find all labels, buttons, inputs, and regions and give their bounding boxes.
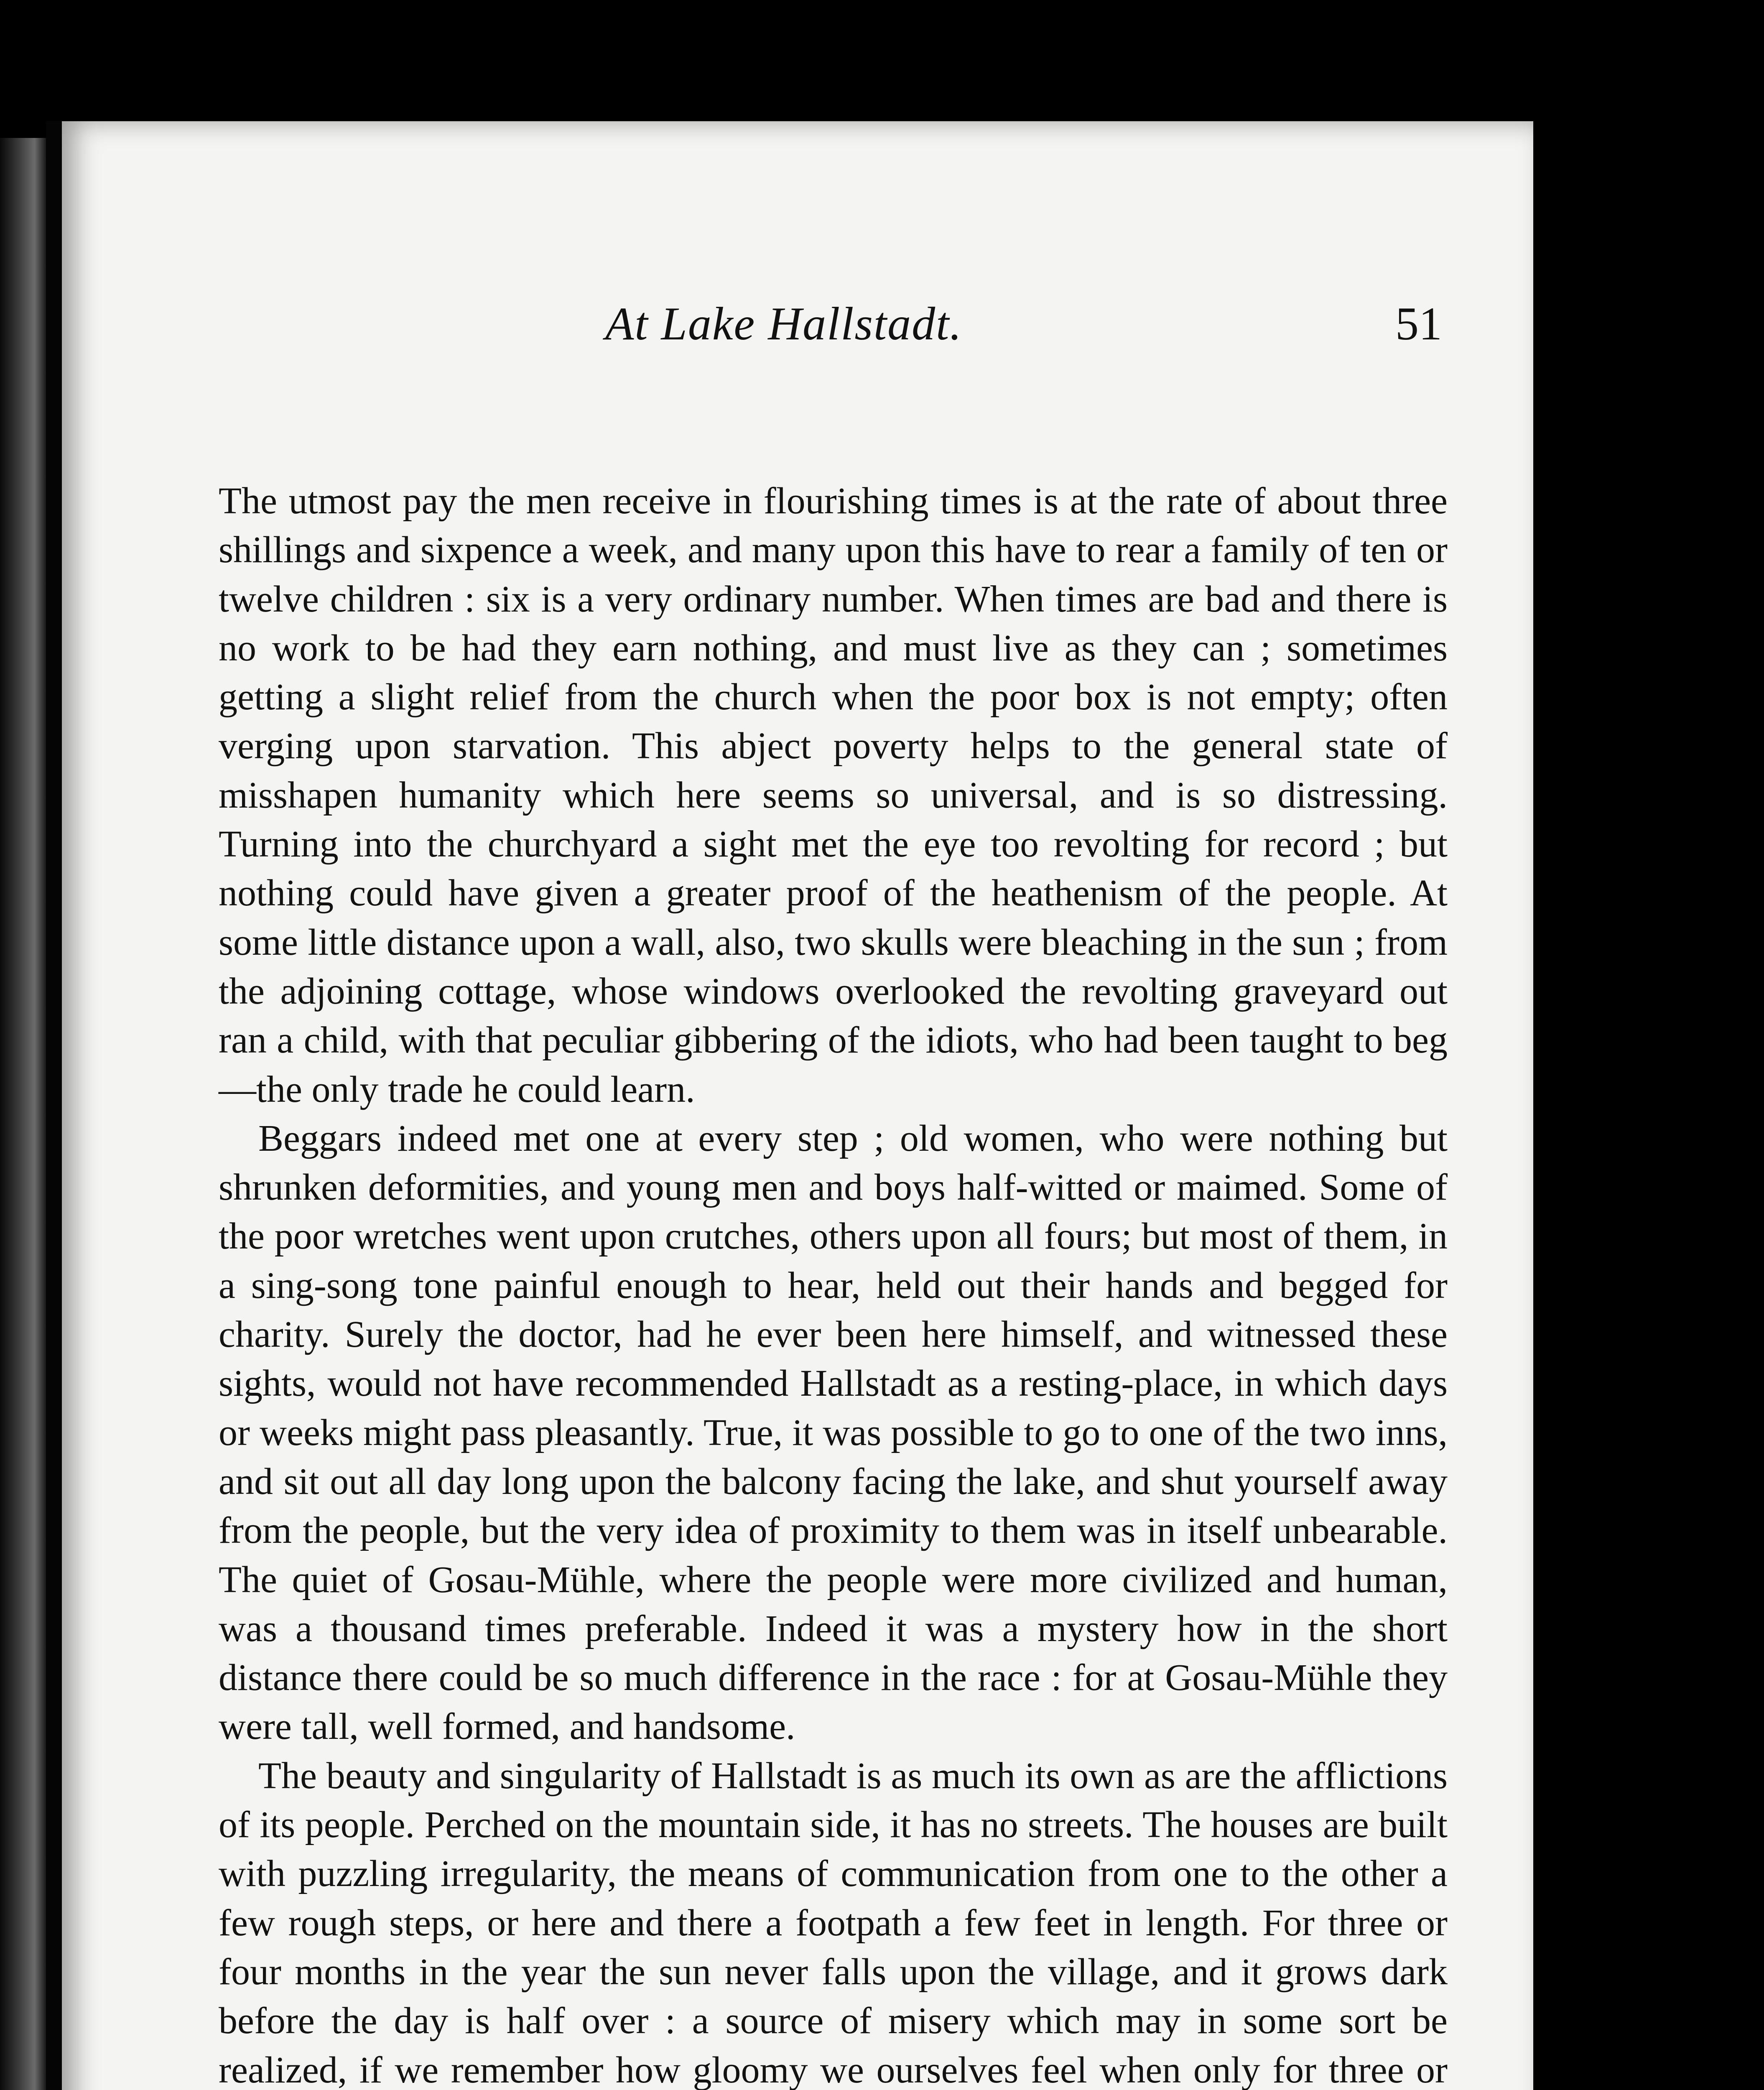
paragraph-3: The beauty and singularity of Hallstadt is as much its own as are the afflictions of its people. Perched on the mountain side, it has no streets. The houses are built with puzzling irregularity, the means of communication from one to the other a few rough steps, or here and there a footpath a few feet in length. For three or four months in the year the sun never falls upon the village, and it grows dark before the day is half over : a source of misery which may in some sort be realized, if we remember how gloomy we ourselves feel when only for three or [219,1755,1448,2090]
paragraph-2: Beggars indeed met one at every step ; old women, who were nothing but shrunken deformities, and young men and boys half-witted or maimed. Some of the poor wretches went upon crutches, others upon all fours; but most of them, in a sing-song tone painful enough to hear, held out their hands and begged for charity. Surely the doctor, had he ever been here himself, and witnessed these sights, would not have recommended Hallstadt as a resting-place, in which days or weeks might pass pleasantly. True, it was possible to go to one of the two inns, and sit out all day long upon the balcony facing the lake, and shut yourself away from the people, but the very idea of proximity to them was in itself unbearable. The quiet of Gosau-Mühle, where the people were more civilized and human, was a thousand times preferable. Indeed it was a mystery how in the short distance there could be so much difference in the race : for at Gosau-Mühle they were tall, well formed, and handsome. [219,1117,1448,1748]
book-spine [46,121,62,2090]
running-title: At Lake Hallstadt. [605,298,963,350]
page-number: 51 [1395,298,1442,350]
page-header [62,293,1533,364]
previous-page-edge [0,138,46,2090]
book-page [62,121,1533,2090]
paragraph-1: The utmost pay the men receive in flourishing times is at the rate of about three shillings and sixpence a week, and many upon this have to rear a family of ten or twelve children : six is a very ordinary number. When times are bad and there is no work to be had they earn nothing, and must live as they can ; sometimes getting a slight relief from the church when the poor box is not empty; often verging upon starvation. This abject poverty helps to the general state of misshapen humanity which here seems so universal, and is so distressing. Turning into the churchyard a sight met the eye too revolting for record ; but nothing could have given a greater proof of the heathenism of the people. At some little distance upon a wall, also, two skulls were bleaching in the sun ; from the adjoining cottage, whose windows overlooked the revolting graveyard out ran a child, with that peculiar gibbering of the idiots, who had been taught to beg—the only trade he could learn. [219,480,1448,1110]
page-body [219,477,1448,2090]
